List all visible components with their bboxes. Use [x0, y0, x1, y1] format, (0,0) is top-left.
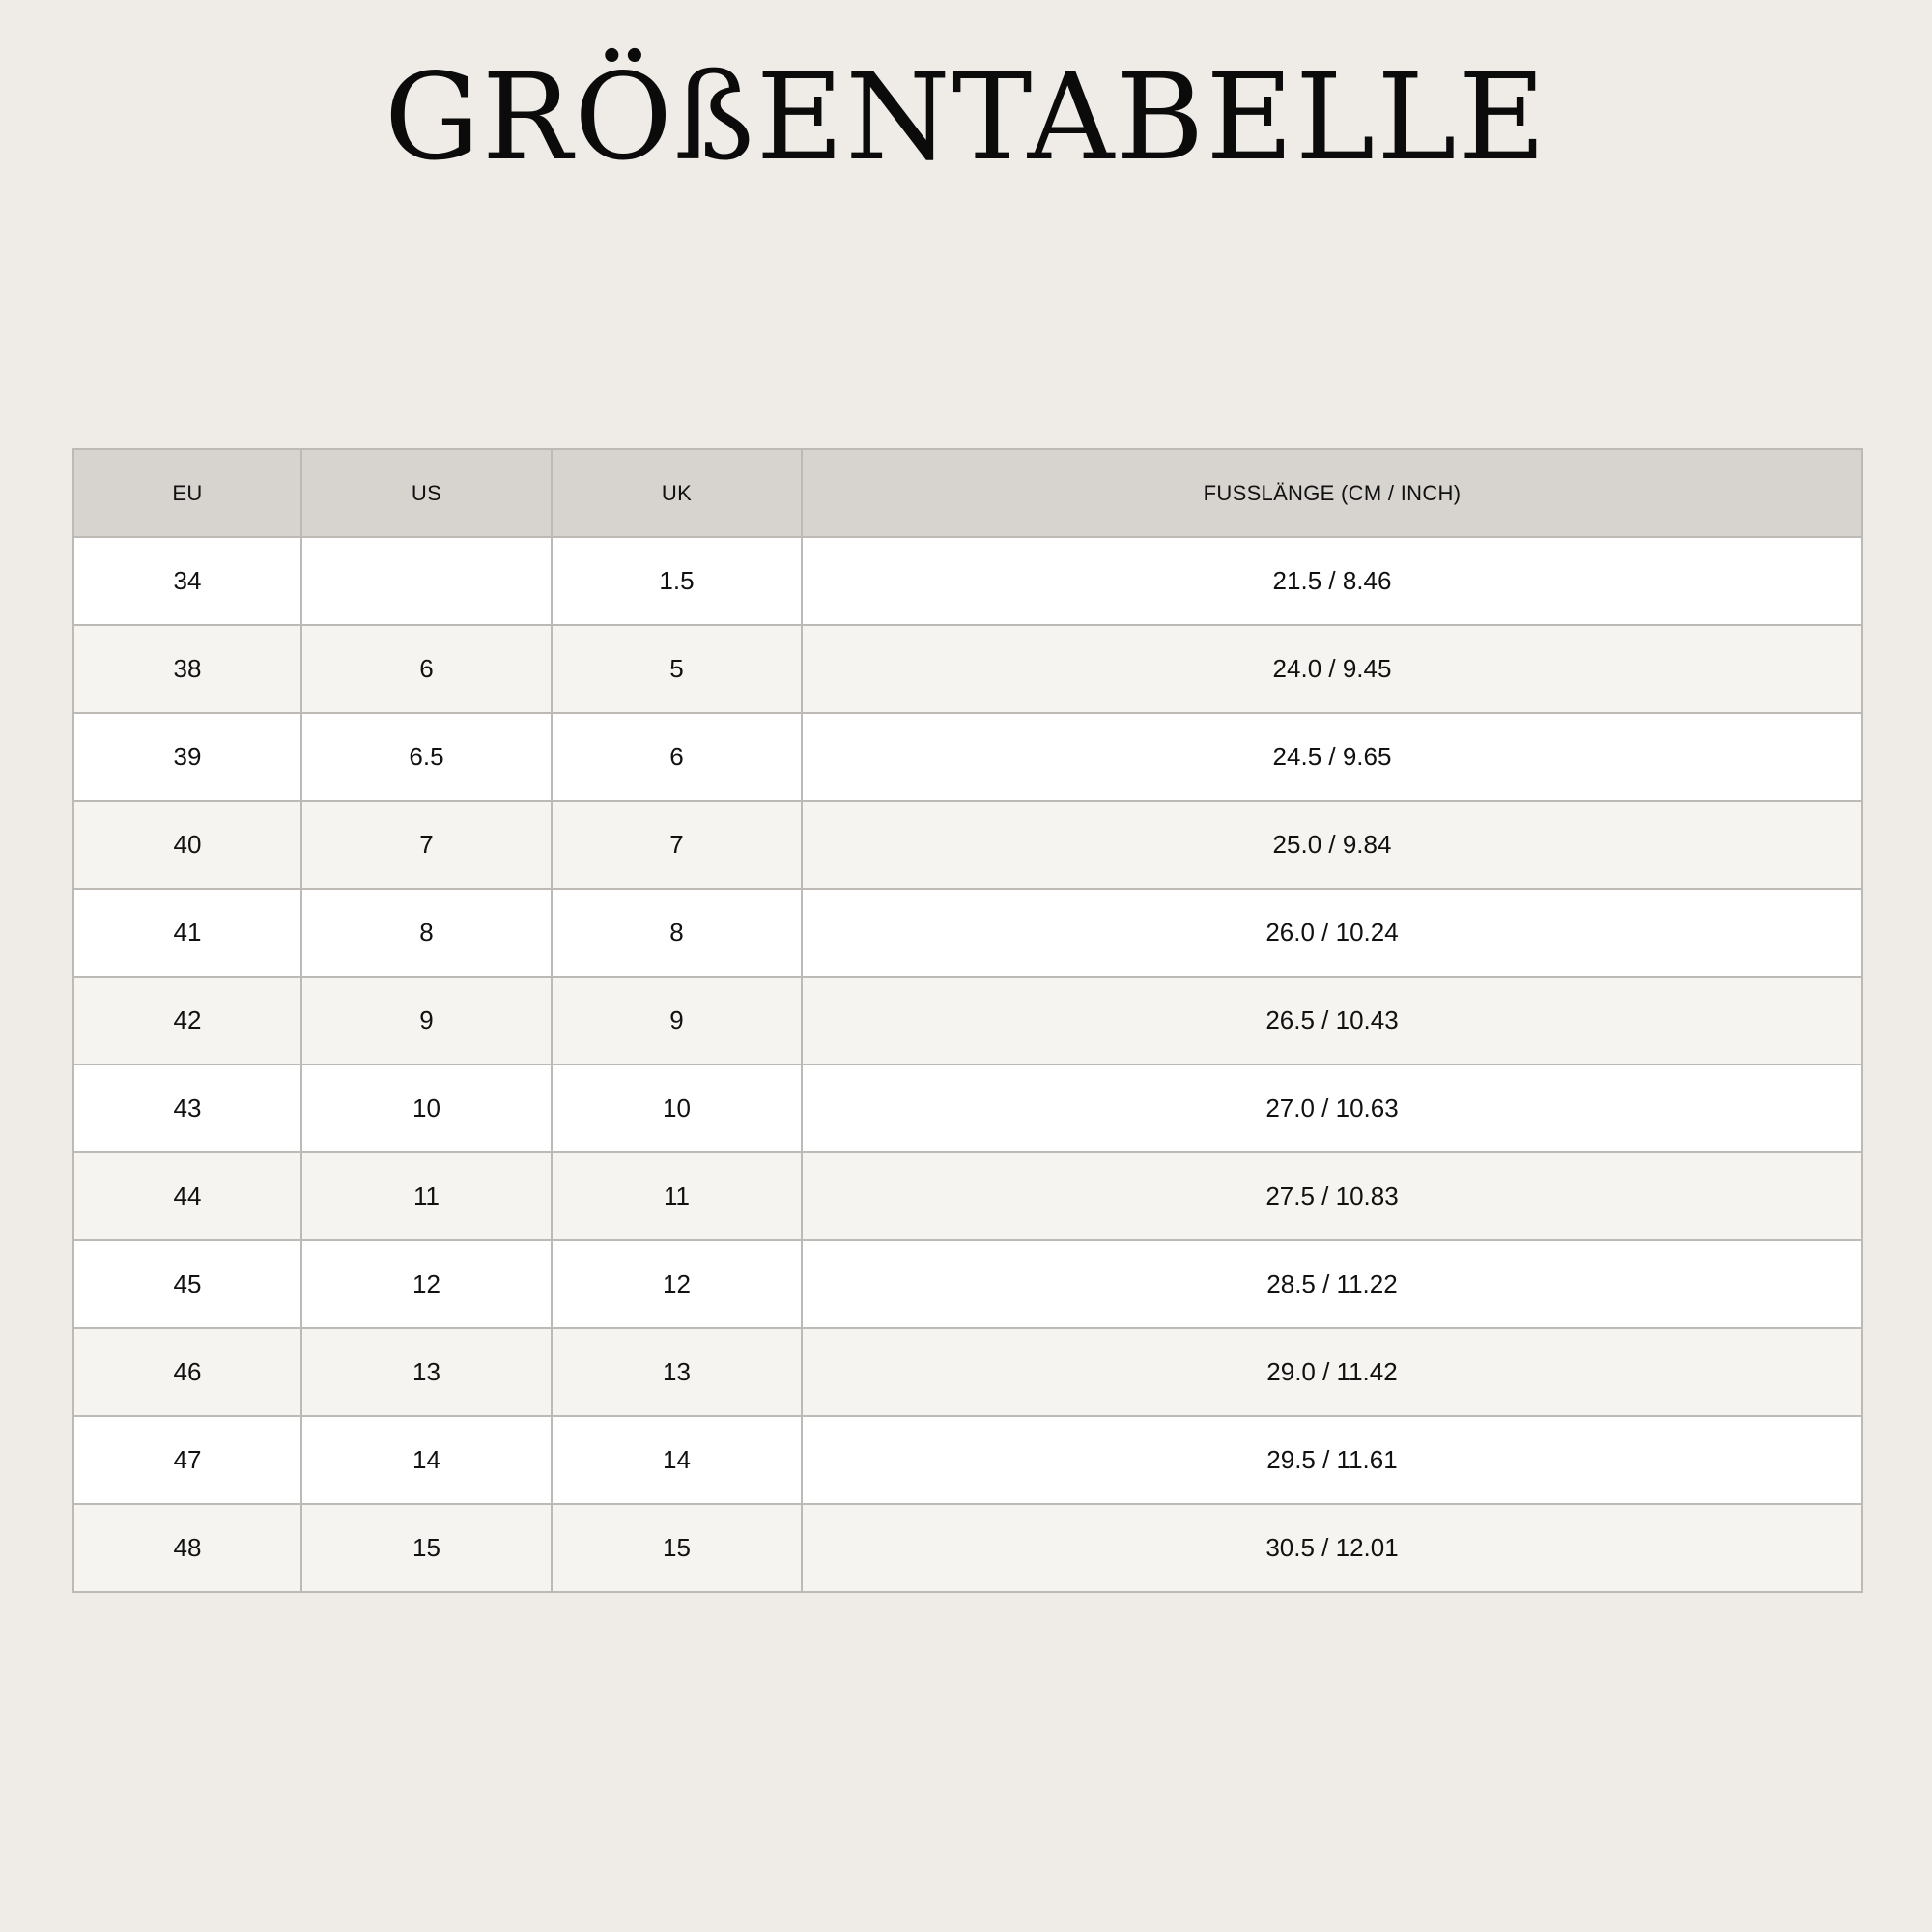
cell-eu: 45 [73, 1240, 301, 1328]
size-chart-table [72, 448, 1863, 1593]
cell-us: 15 [301, 1504, 552, 1592]
cell-uk: 10 [552, 1065, 802, 1152]
cell-us: 12 [301, 1240, 552, 1328]
header-eu: EU [73, 449, 301, 537]
cell-foot-length: 29.5 / 11.61 [802, 1416, 1862, 1504]
cell-foot-length: 27.0 / 10.63 [802, 1065, 1862, 1152]
table-row [73, 977, 1862, 1065]
cell-uk: 1.5 [552, 537, 802, 625]
cell-foot-length: 27.5 / 10.83 [802, 1152, 1862, 1240]
table-row [73, 625, 1862, 713]
cell-eu: 39 [73, 713, 301, 801]
table-row [73, 1152, 1862, 1240]
cell-us: 6 [301, 625, 552, 713]
header-us: US [301, 449, 552, 537]
cell-eu: 46 [73, 1328, 301, 1416]
page-title: GRÖßENTABELLE [384, 48, 1548, 187]
table-row [73, 801, 1862, 889]
cell-eu: 41 [73, 889, 301, 977]
table-row [73, 889, 1862, 977]
cell-us: 14 [301, 1416, 552, 1504]
cell-foot-length: 26.0 / 10.24 [802, 889, 1862, 977]
table-header-row [73, 449, 1862, 537]
cell-foot-length: 24.5 / 9.65 [802, 713, 1862, 801]
table-row [73, 1240, 1862, 1328]
cell-eu: 48 [73, 1504, 301, 1592]
cell-us: 9 [301, 977, 552, 1065]
cell-us: 6.5 [301, 713, 552, 801]
cell-eu: 47 [73, 1416, 301, 1504]
cell-uk: 13 [552, 1328, 802, 1416]
cell-eu: 43 [73, 1065, 301, 1152]
cell-foot-length: 26.5 / 10.43 [802, 977, 1862, 1065]
cell-uk: 15 [552, 1504, 802, 1592]
cell-us: 13 [301, 1328, 552, 1416]
cell-uk: 7 [552, 801, 802, 889]
cell-uk: 6 [552, 713, 802, 801]
cell-eu: 42 [73, 977, 301, 1065]
table-row [73, 537, 1862, 625]
table-row [73, 1504, 1862, 1592]
cell-eu: 38 [73, 625, 301, 713]
cell-us [301, 537, 552, 625]
cell-eu: 44 [73, 1152, 301, 1240]
header-foot-length: FUSSLÄNGE (CM / INCH) [802, 449, 1862, 537]
cell-foot-length: 21.5 / 8.46 [802, 537, 1862, 625]
header-uk: UK [552, 449, 802, 537]
cell-uk: 11 [552, 1152, 802, 1240]
table-row [73, 713, 1862, 801]
table-row [73, 1328, 1862, 1416]
cell-eu: 40 [73, 801, 301, 889]
cell-uk: 14 [552, 1416, 802, 1504]
cell-us: 7 [301, 801, 552, 889]
table-row [73, 1416, 1862, 1504]
cell-foot-length: 28.5 / 11.22 [802, 1240, 1862, 1328]
cell-foot-length: 24.0 / 9.45 [802, 625, 1862, 713]
table-body [73, 537, 1862, 1592]
cell-uk: 12 [552, 1240, 802, 1328]
cell-us: 10 [301, 1065, 552, 1152]
cell-us: 8 [301, 889, 552, 977]
cell-eu: 34 [73, 537, 301, 625]
cell-uk: 9 [552, 977, 802, 1065]
cell-us: 11 [301, 1152, 552, 1240]
cell-uk: 8 [552, 889, 802, 977]
cell-foot-length: 25.0 / 9.84 [802, 801, 1862, 889]
cell-foot-length: 29.0 / 11.42 [802, 1328, 1862, 1416]
cell-uk: 5 [552, 625, 802, 713]
cell-foot-length: 30.5 / 12.01 [802, 1504, 1862, 1592]
table-row [73, 1065, 1862, 1152]
